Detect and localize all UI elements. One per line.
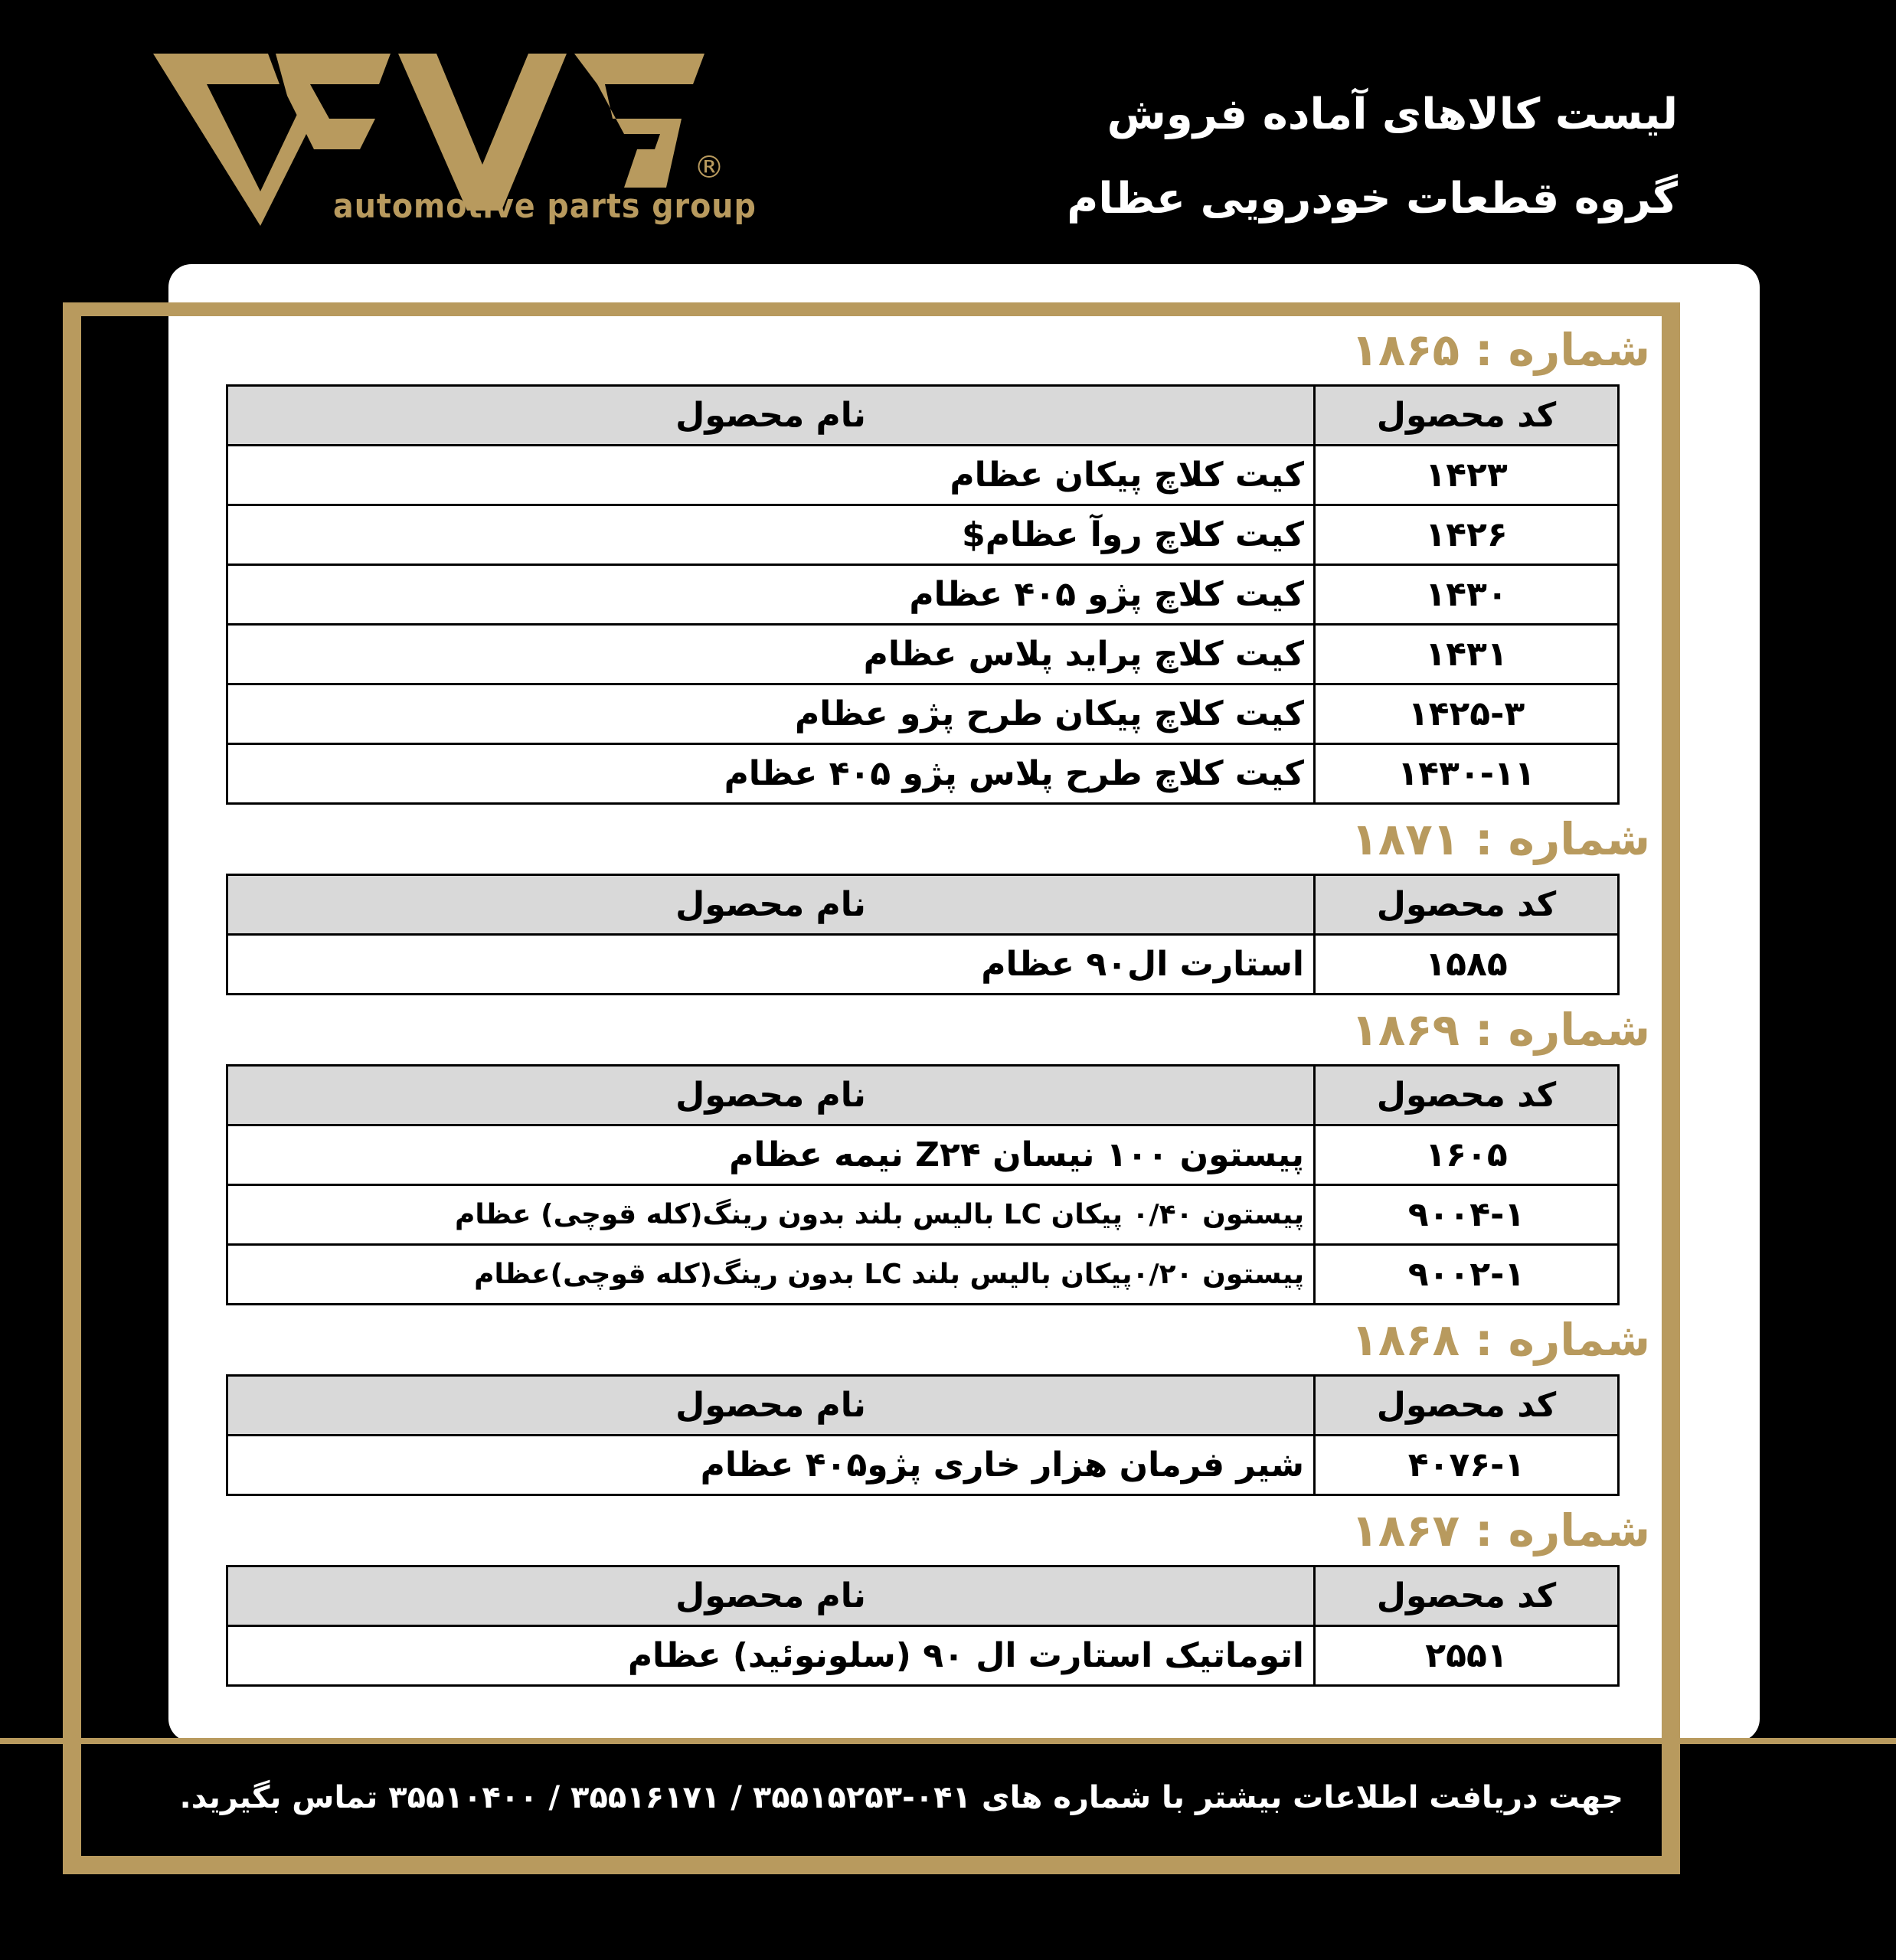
product-name: پیستون ۰/۲۰پیکان بالیس بلند LC بدون رینگ(کله قوچی)عظام <box>227 1245 1315 1305</box>
product-code: ۱۶۰۵ <box>1315 1125 1619 1185</box>
group-title: شماره : ۱۸۶۹ <box>1351 1004 1650 1056</box>
page-title <box>835 73 1678 241</box>
product-name: پیستون ۰/۴۰ پیکان LC بالیس بلند بدون رینگ(کله قوچی) عظام <box>227 1185 1315 1245</box>
product-code: ۹۰۰۲-۱ <box>1315 1245 1619 1305</box>
contact-footer: جهت دریافت اطلاعات بیشتر با شماره های ۰۴۱-۳۵۵۱۵۲۵۳ / ۳۵۵۱۶۱۷۱ / ۳۵۵۱۰۴۰۰ تماس بگیرید. <box>179 1780 1623 1815</box>
table-row <box>227 1245 1619 1305</box>
header-name: نام محصول <box>227 1566 1315 1626</box>
product-code: ۴۰۷۶-۱ <box>1315 1436 1619 1495</box>
table-row <box>227 1125 1619 1185</box>
product-code: ۱۴۲۶ <box>1315 505 1619 565</box>
brand-tagline: automotive parts group <box>333 187 757 226</box>
table-row <box>227 565 1619 625</box>
product-code: ۱۴۳۱ <box>1315 625 1619 684</box>
product-code: ۱۵۸۵ <box>1315 935 1619 995</box>
product-code: ۲۵۵۱ <box>1315 1626 1619 1686</box>
product-code: ۹۰۰۴-۱ <box>1315 1185 1619 1245</box>
group-title: شماره : ۱۸۶۷ <box>1351 1504 1650 1557</box>
product-table <box>226 1064 1620 1305</box>
table-row <box>227 625 1619 684</box>
title-line-1: لیست کالاهای آماده فروش <box>1107 90 1678 139</box>
product-code: ۱۴۲۵-۳ <box>1315 684 1619 744</box>
header-code: کد محصول <box>1315 1066 1619 1125</box>
product-code: ۱۴۳۰ <box>1315 565 1619 625</box>
product-name: کیت کلاچ پیکان عظام <box>227 446 1315 505</box>
product-name: استارت ال۹۰ عظام <box>227 935 1315 995</box>
table-row <box>227 935 1619 995</box>
header-name: نام محصول <box>227 875 1315 935</box>
header-name: نام محصول <box>227 386 1315 446</box>
frame-left <box>63 302 81 1874</box>
product-table <box>226 384 1620 805</box>
product-table <box>226 874 1620 995</box>
table-header-row <box>227 1566 1619 1626</box>
header-code: کد محصول <box>1315 1376 1619 1436</box>
product-name: کیت کلاچ پژو ۴۰۵ عظام <box>227 565 1315 625</box>
table-row <box>227 505 1619 565</box>
group-title: شماره : ۱۸۷۱ <box>1351 813 1650 865</box>
header-code: کد محصول <box>1315 386 1619 446</box>
footer-divider <box>0 1738 1896 1744</box>
frame-right <box>1662 302 1680 1874</box>
product-table <box>226 1374 1620 1496</box>
header-name: نام محصول <box>227 1066 1315 1125</box>
product-code: ۱۴۲۳ <box>1315 446 1619 505</box>
table-row <box>227 1436 1619 1495</box>
product-name: کیت کلاچ پیکان طرح پژو عظام <box>227 684 1315 744</box>
product-name: پیستون ۱۰۰ نیسان Z۲۴ نیمه عظام <box>227 1125 1315 1185</box>
header-code: کد محصول <box>1315 1566 1619 1626</box>
table-row <box>227 744 1619 804</box>
product-name: کیت کلاچ طرح پلاس پژو ۴۰۵ عظام <box>227 744 1315 804</box>
group-title: شماره : ۱۸۶۵ <box>1351 324 1650 376</box>
product-code: ۱۴۳۰-۱۱ <box>1315 744 1619 804</box>
title-line-2: گروه قطعات خودرویی عظام <box>1067 174 1678 224</box>
table-header-row <box>227 875 1619 935</box>
product-list <box>226 322 1650 1693</box>
product-table <box>226 1565 1620 1687</box>
product-name: شیر فرمان هزار خاری پژو۴۰۵ عظام <box>227 1436 1315 1495</box>
table-header-row <box>227 1376 1619 1436</box>
product-name: اتوماتیک استارت ال ۹۰ (سلونوئید) عظام <box>227 1626 1315 1686</box>
header-code: کد محصول <box>1315 875 1619 935</box>
table-row <box>227 684 1619 744</box>
table-header-row <box>227 386 1619 446</box>
group-title: شماره : ۱۸۶۸ <box>1351 1314 1650 1366</box>
table-row <box>227 446 1619 505</box>
registered-mark: ® <box>694 150 724 185</box>
table-header-row <box>227 1066 1619 1125</box>
header-name: نام محصول <box>227 1376 1315 1436</box>
frame-bottom <box>63 1856 1680 1874</box>
table-row <box>227 1626 1619 1686</box>
frame-top <box>63 302 1680 316</box>
table-row <box>227 1185 1619 1245</box>
product-name: کیت کلاچ پراید پلاس عظام <box>227 625 1315 684</box>
product-name: کیت کلاچ روآ عظام$ <box>227 505 1315 565</box>
